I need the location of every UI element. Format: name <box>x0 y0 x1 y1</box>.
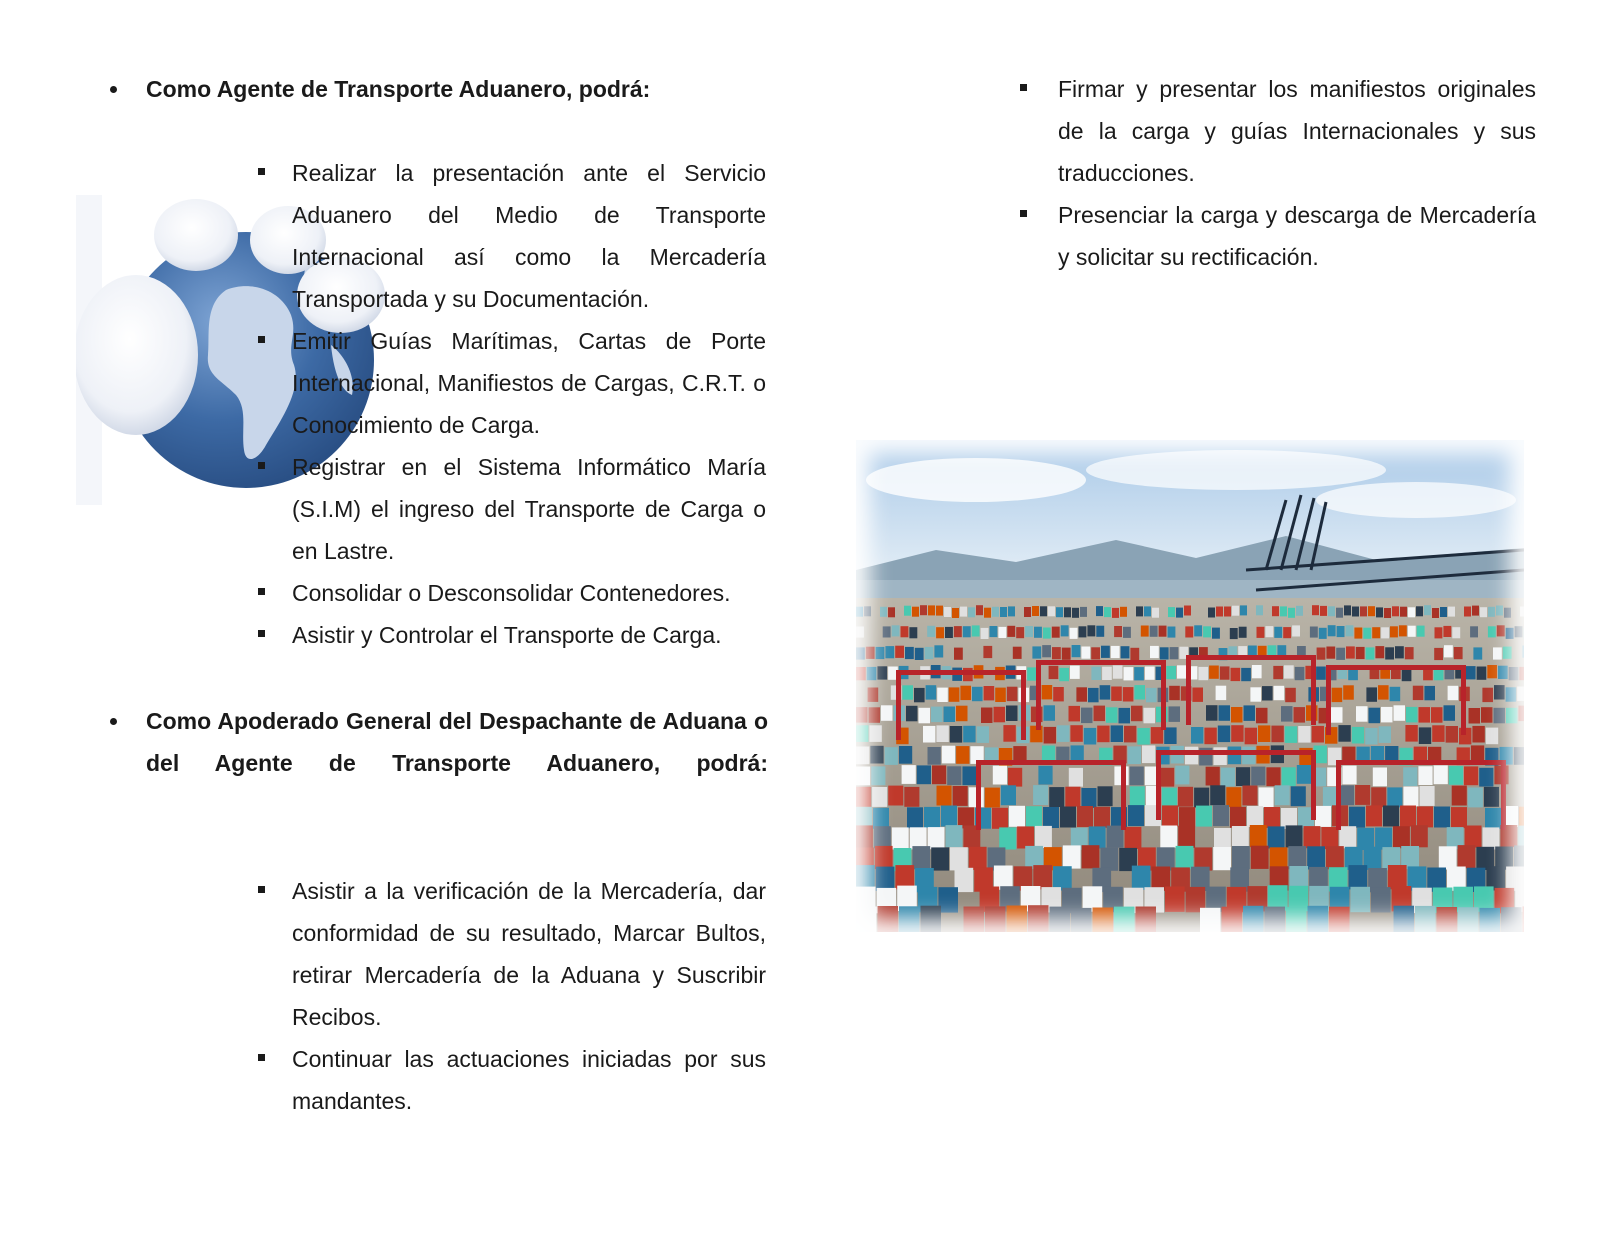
heading-text: Como Agente de Transporte Aduanero, podrá: <box>146 76 651 102</box>
list-item: Presenciar la carga y descarga de Mercadería y solicitar su rectificación. <box>1020 194 1536 278</box>
bullet-square <box>258 336 265 343</box>
list-item: Realizar la presentación ante el Servicio Aduanero del Medio de Transporte Internacional así como la Mercadería Transportada y su Documentación. <box>258 152 766 320</box>
agent-duties-list <box>258 152 766 656</box>
list-item: Consolidar o Desconsolidar Contenedores. <box>258 572 766 614</box>
bullet-square <box>258 1054 265 1061</box>
list-item: Asistir y Controlar el Transporte de Carga. <box>258 614 766 656</box>
section-heading-apoderado <box>110 700 768 784</box>
bullet-square <box>258 588 265 595</box>
list-item: Asistir a la verificación de la Mercadería, dar conformidad de su resultado, Marcar Bultos, retirar Mercadería de la Aduana y Suscribir Recibos. <box>258 870 766 1038</box>
bullet-square <box>1020 84 1027 91</box>
list-item: Firmar y presentar los manifiestos originales de la carga y guías Internacionales y sus traducciones. <box>1020 68 1536 194</box>
bullet-square <box>258 886 265 893</box>
container-port-photo <box>856 440 1524 932</box>
bullet-square <box>258 462 265 469</box>
section-heading-agent <box>110 68 790 110</box>
list-item: Registrar en el Sistema Informático María (S.I.M) el ingreso del Transporte de Carga o en Lastre. <box>258 446 766 572</box>
bullet-square <box>258 168 265 175</box>
bullet-square <box>1020 210 1027 217</box>
bullet-square <box>258 630 265 637</box>
heading-text: Como Apoderado General del Despachante de Aduana o del Agente de Transporte Aduanero, podrá: <box>146 708 768 776</box>
list-item: Continuar las actuaciones iniciadas por sus mandantes. <box>258 1038 766 1122</box>
list-item: Emitir Guías Marítimas, Cartas de Porte Internacional, Manifiestos de Cargas, C.R.T. o Conocimiento de Carga. <box>258 320 766 446</box>
apoderado-duties-list <box>258 870 766 1122</box>
right-duties-list <box>1020 68 1536 278</box>
